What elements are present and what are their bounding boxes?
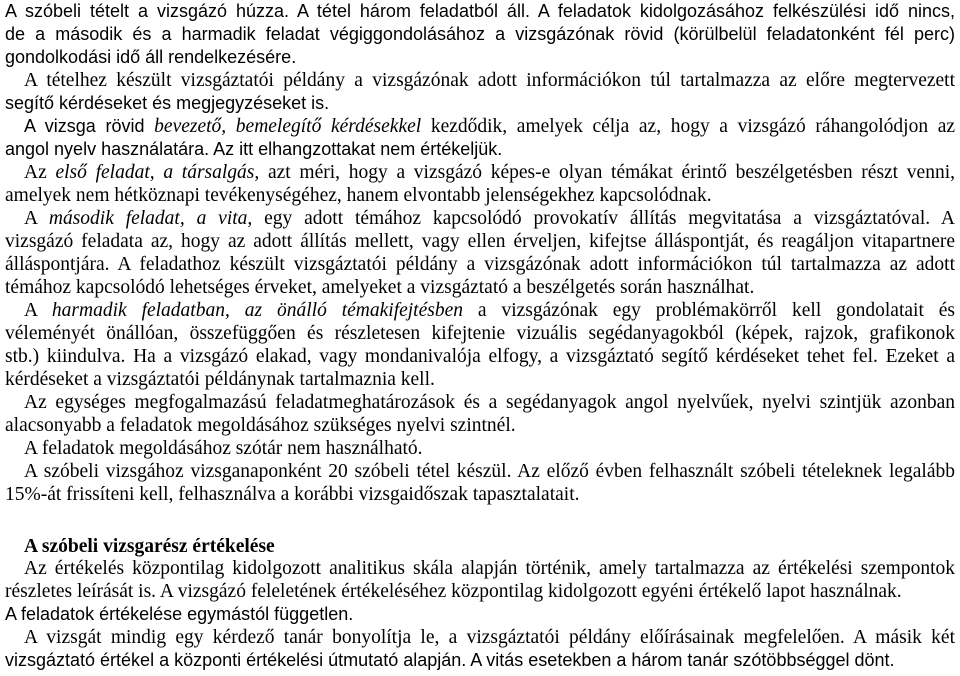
text-line: A feladatok megoldásához szótár nem használható.	[24, 438, 423, 459]
text-line: véleményét önállóan, összefüggően és részletesen kifejtenie vizuális segédanyagokból (képek, rajzok, grafikonok	[5, 323, 955, 344]
text-line	[5, 161, 955, 184]
text-line: A szóbeli tételt a vizsgázó húzza. A tétel három feladatból áll. A feladatok kidolgozásához felkészülési idő nincs,	[5, 1, 955, 21]
text-line: amelyek nem hétköznapi tevékenységéhez, hanem elvontabb jelenségekhez kapcsolódnak.	[5, 185, 712, 206]
text-line	[5, 299, 955, 322]
text-line: álláspontjára. A feladathoz készült vizsgáztatói példány a vizsgázónak adott információkon túl tartalmazza az adott	[5, 254, 955, 275]
text-run: A vizsga rövid	[24, 116, 145, 136]
paragraph	[5, 437, 955, 460]
text-line: vizsgáztató értékel a központi értékelési útmutató alapján. A vitás esetekben a három tanár szótöbbséggel dönt.	[5, 650, 895, 670]
evaluation-section	[5, 537, 955, 672]
paragraph	[5, 626, 955, 672]
text-line	[5, 115, 955, 138]
paragraph	[5, 603, 955, 626]
text-line: kérdéseket a vizsgáztatói példánynak tartalmaznia kell.	[5, 369, 435, 390]
text-line: A tételhez készült vizsgáztatói példány a vizsgázónak adott információkon túl tartalmazza az előre megtervezett	[24, 70, 955, 91]
text-line: segítő kérdéseket és megjegyzéseket is.	[5, 93, 330, 113]
text-line: részletes leírását is. A vizsgázó feleletének értékeléséhez központilag kidolgozott egyéni értékelő lapot használnak.	[5, 581, 902, 602]
italic-emphasis: harmadik feladatban, az önálló témakifejtésben	[51, 300, 464, 321]
text-line: témához kapcsolódó lehetséges érveket, amelyeket a vizsgáztató a beszélgetés során használhat.	[5, 277, 755, 298]
paragraph	[5, 557, 955, 603]
paragraph	[5, 69, 955, 115]
italic-emphasis: első feladat, a társalgás,	[55, 162, 260, 183]
italic-emphasis: bevezető, bemelegítő kérdésekkel	[154, 116, 422, 137]
text-line: gondolkodási idő áll rendelkezésére.	[5, 47, 297, 67]
paragraph	[5, 0, 955, 69]
text-run: a vizsgázónak egy problémakörről kell gondolatait és	[477, 300, 956, 321]
paragraph	[5, 299, 955, 391]
text-line	[5, 207, 955, 230]
italic-emphasis: második feladat, a vita,	[48, 208, 253, 229]
text-line: de a második és a harmadik feladat végiggondolásához a vizsgázónak rövid (körülbelül feladatonként fél perc)	[5, 24, 955, 44]
text-line: A szóbeli vizsgához vizsganaponként 20 szóbeli tétel készül. Az előző évben felhasznált szóbeli tételeknek legalább	[24, 461, 955, 482]
text-line: stb.) kiindulva. Ha a vizsgázó elakad, vagy mondanivalója elfogy, a vizsgáztató segítő kérdéseket tehet fel. Ezeket a	[5, 346, 955, 367]
text-line: angol nyelv használatára. Az itt elhangzottakat nem értékeljük.	[5, 139, 503, 159]
text-line: A feladatok értékelése egymástól független.	[5, 604, 354, 624]
section-heading: A szóbeli vizsgarész értékelése	[24, 536, 275, 557]
text-run: egy adott témához kapcsolódó provokatív állítás megvitatása a vizsgáztatóval. A	[264, 208, 955, 229]
text-line: Az egységes megfogalmazású feladatmeghatározások és a segédanyagok angol nyelvűek, nyelvi szintjük azonban	[24, 392, 955, 413]
text-run: Az	[24, 162, 47, 183]
paragraph	[5, 161, 955, 207]
text-line: A vizsgát mindig egy kérdező tanár bonyolítja le, a vizsgáztatói példány előírásainak megfelelően. A másik két	[24, 627, 955, 648]
paragraph	[5, 207, 955, 299]
text-run: A	[24, 300, 38, 321]
text-run: A	[24, 208, 38, 229]
text-line: alacsonyabb a feladatok megoldásához szükséges nyelvi szintnél.	[5, 415, 516, 436]
text-run: kezdődik, amelyek célja az, hogy a vizsgázó ráhangolódjon az	[430, 116, 956, 137]
paragraph	[5, 115, 955, 161]
paragraph	[5, 391, 955, 437]
text-line: 15%-át frissíteni kell, felhasználva a korábbi vizsgaidőszak tapasztalatait.	[5, 484, 580, 505]
text-line: vizsgázó feladata az, hogy az adott állítás mellett, vagy ellen érveljen, kifejtse álláspontját, és reagáljon vitapartnere	[5, 231, 955, 252]
paragraph	[5, 460, 955, 506]
text-line: Az értékelés központilag kidolgozott analitikus skála alapján történik, amely tartalmazza az értékelési szempontok	[24, 558, 955, 579]
text-run: azt méri, hogy a vizsgázó képes-e olyan témákat érintő beszélgetésben részt venni,	[267, 162, 956, 183]
